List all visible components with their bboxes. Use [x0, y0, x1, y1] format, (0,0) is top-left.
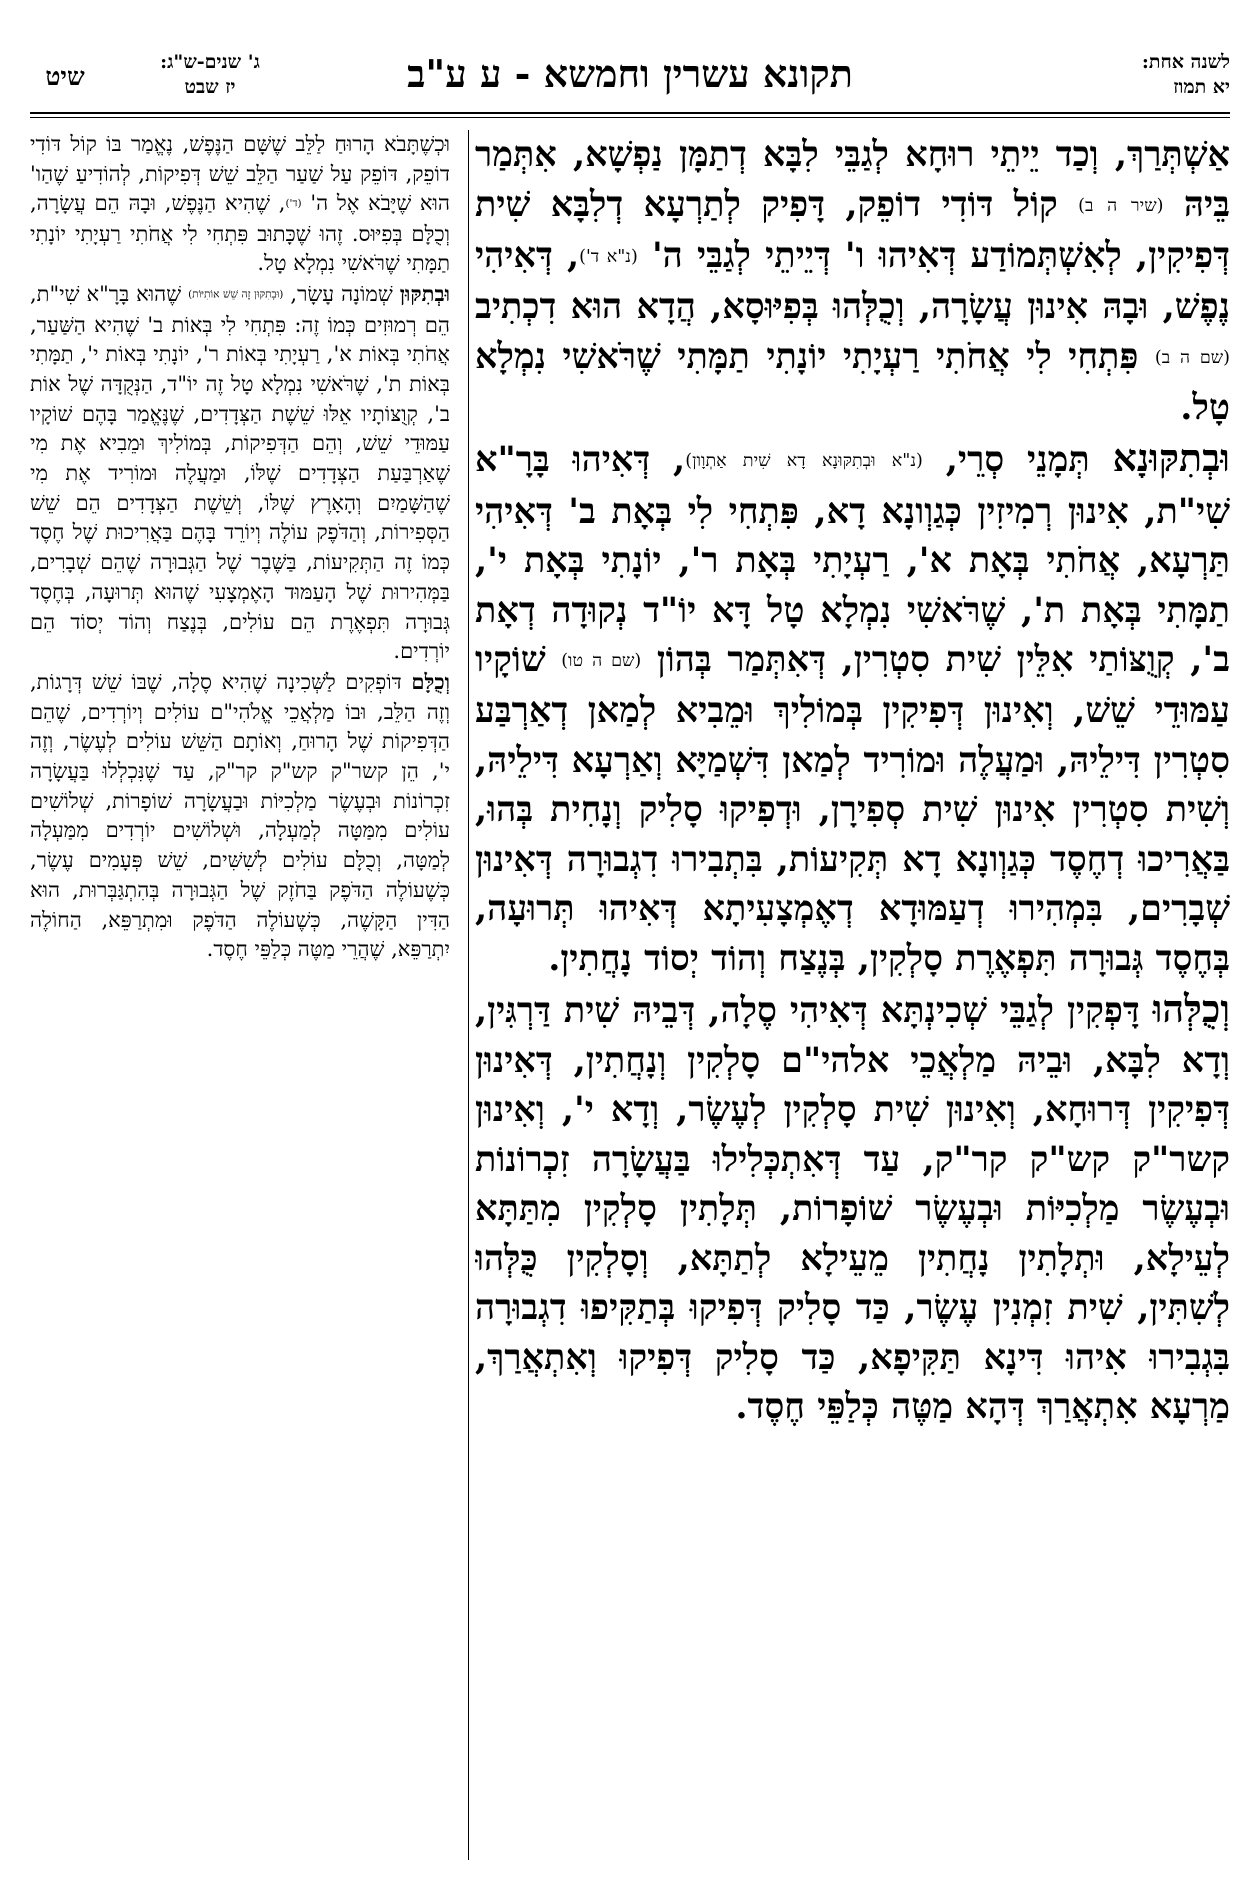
translation-paragraph — [30, 279, 450, 667]
page-header — [30, 50, 1230, 110]
schedule-date: יז שבט — [184, 76, 236, 98]
citation-ref: (שיר ה ב) — [1078, 195, 1164, 216]
text-segment: וּכְשֶׁתָּבֹא הָרוּחַ לַלֵּב שֶׁשָּׁם הַנֶּפֶשׁ, נֶאֱמַר בּוֹ קוֹל דּוֹדִי דוֹפֵק, דּוֹפֵק עַל שַׁעַר הַלֵּב שֵׁשׁ דְּפִיקוֹת, לְהוֹדִיעַ שֶׁהַו' הוּא שֶׁיָּבֹא אֶל ה' — [30, 132, 450, 216]
citation-ref: (ד') — [285, 198, 302, 211]
text-segment: , שֶׁהִיא הַנֶּפֶשׁ, וּבָהּ הֵם עֲשָׂרָה, וְכֻלָּם בְּפִיּוּס. זֶהוּ שֶׁכָּתוּב פִּתְחִי לִי אֲחֹתִי רַעְיָתִי יוֹנָתִי תַמָּתִי שֶׁרֹּאשִׁי נִמְלָא טָל. — [30, 191, 450, 276]
schedule-date: יא תמוז — [1173, 76, 1230, 98]
text-segment: , דְּאִיהוּ בָּרָ"א שִׁי"ת, אִינוּן רְמִיזִין כְּגַוְונָא דָא, פִּתְחִי לִי בְּאָת ב' דְּאִיהִי תַּרְעָא, אֲחֹתִי בְּאָת א', רַעְיָתִי בְּאָת ר', יוֹנָתִי בְּאָת י', תַמָּתִי בְּאָת ת', שֶׁרֹּאשִׁי נִמְלָא טָל דָּא יוֹ"ד נְקוּדָה דְאָת ב', קְוֻצּוֹתַי אִלֵּין שִׁית סִטְרִין, דְּאִתְּמַר בְּהוֹן — [475, 439, 1230, 680]
text-segment: , דְּאִיהִי נֶפֶשׁ, וּבָהּ אִינוּן עֲשָׂרָה, וְכֻלְּהוּ בְּפִיּוּסָא, הֲדָא הוּא דִכְתִיב — [475, 234, 1230, 327]
main-paragraph — [475, 130, 1230, 432]
citation-ref: (שם ה ב) — [1154, 347, 1230, 368]
translation-paragraph — [30, 667, 450, 965]
text-segment: דּוֹפְקִים לַשְּׁכִינָה שֶׁהִיא סֶלָה, שֶׁבּוֹ שֵׁשׁ דְּרָגוֹת, וְזֶה הַלֵּב, וּבוֹ מַלְאֲכֵי אֱלֹהִי"ם עוֹלִים וְיוֹרְדִים, שֶׁהֵם הַדְּפִיקוֹת שֶׁל הָרוּחַ, וְאוֹתָם הַשֵּׁשׁ עוֹלִים לְעֶשֶׂר, וְזֶה י', הֵן קשר"ק קש"ק קר"ק, עַד שֶׁנִּכְלְלוּ בַּעֲשָׂרָה זִכְרוֹנוֹת וּבְעֶשֶׂר מַלְכִיּוֹת וּבַעֲשָׂרָה שׁוֹפָרוֹת, שְׁלוֹשִׁים עוֹלִים מִמַּטָּה לְמַעְלָה, וּשְׁלוֹשִׁים יוֹרְדִים מִמַּעְלָה לְמַטָּה, וְכֻלָּם עוֹלִים לְשִׁשִּׁים, שֵׁשׁ פְּעָמִים עֶשֶׂר, כְּשֶׁעוֹלֶה הַדֹּפֶק בַּחֹזֶק שֶׁל הַגְּבוּרָה בְּהִתְגַּבְּרוּת, הוּא הַדִּין הַקָּשֶׁה, כְּשֶׁעוֹלֶה הַדֹּפֶק וּמִתְרַפֵּא, הַחוֹלֶה יִתְרַפֵּא, שֶׁהֲרֵי מַטֶּה כְּלַפֵּי חֶסֶד. — [30, 669, 450, 962]
main-paragraph — [475, 985, 1230, 1432]
main-paragraph — [475, 434, 1230, 983]
translation-column — [30, 130, 450, 1860]
text-segment: שְׁמוֹנָה עָשָׂר, — [290, 282, 393, 307]
paragraph-lead-word: וּבְתִקּוּן — [399, 281, 450, 307]
page-title: תקונא עשרין וחמשא - ע ע"ב — [407, 51, 853, 96]
column-divider — [468, 130, 469, 1860]
paragraph-lead-word: וְכֻלָּם — [411, 668, 450, 694]
translation-paragraph — [30, 130, 450, 279]
paragraph-lead-word: וְכֻלְּהוּ — [1152, 987, 1230, 1032]
text-segment: שׁוֹקָיו עַמּוּדֵי שֵׁשׁ, וְאִינוּן דְּפִיקִין בְּמוֹלִיךְ וּמֵבִיא לְמַאן דְאַרְבַּע סִטְרִין דִּילֵיהּ, וּמַעֲלֶה וּמוֹרִיד לְמַאן דִּשְׁמַיָּא וְאַרְעָא דִּילֵיהּ, וְשִׁית סִטְרִין אִינוּן שִׁית סְפִירָן, וּדְפִיקוּ סָלִיק וְנָחִית בְּהוּ, בַּאֲרִיכוּ דְחֶסֶד כְּגַוְונָא דָא תְּקִיעוֹת, בִּתְבִירוּ דִגְבוּרָה דְּאִינוּן שְׁבָרִים, בִּמְהִירוּ דְעַמּוּדָא דְאֶמְצָעִיתָא דְּאִיהוּ תְּרוּעָה, בְּחֶסֶד גְּבוּרָה תִּפְאֶרֶת סָלְקִין, בְּנֶצַח וְהוֹד יְסוֹד נָחֲתִין. — [475, 639, 1230, 979]
schedule-label: לשנה אחת: — [1141, 51, 1230, 73]
text-segment: פִּתְחִי לִי אֲחֹתִי רַעְיָתִי יוֹנָתִי תַמָּתִי שֶׁרֹּאשִׁי נִמְלָא טָל. — [475, 335, 1230, 428]
citation-ref: (נ"א וּבְתִקּוּנָא דָא שִׁית אַתְוָון) — [685, 451, 923, 471]
citation-ref: (וּבְתִקּוּן זֶה שֵׁשׁ אוֹתִיּוֹת) — [188, 288, 284, 301]
citation-ref: (שם ה טו) — [561, 650, 642, 671]
paragraph-lead-word: וּבְתִקּוּנָא — [1112, 436, 1230, 481]
page-marker: שיט — [45, 62, 85, 91]
text-segment: אַשְׁתְּרַךְ, וְכַד יֵיתֵי רוּחָא לְגַבֵּי לִבָּא דְתַמָּן נַפְשָׁא, אִתְּמַר בֵּיהּ — [475, 134, 1230, 225]
text-segment: תְּמָנֵי סְרֵי, — [945, 439, 1090, 481]
citation-ref: (נ"א ד') — [579, 246, 638, 267]
study-schedule-three-years — [110, 50, 310, 100]
main-text-column — [475, 130, 1230, 1860]
header-rule-thin — [30, 117, 1230, 118]
schedule-label: ג' שנים-ש"ג: — [160, 51, 260, 73]
text-segment: שֶׁהוּא בָּרָ"א שִׁי"ת, הֵם רְמוּזִים כְּמוֹ זֶה: פִּתְחִי לִי בְּאוֹת ב' שֶׁהִיא הַשַּׁעַר, אֲחֹתִי בְּאוֹת א', רַעְיָתִי בְּאוֹת ר', יוֹנָתִי בְּאוֹת י', תַמָּתִי בְּאוֹת ת', שֶׁרֹּאשִׁי נִמְלָא טָל זֶה יוֹ"ד, הַנְּקֻדָּה שֶׁל אוֹת ב', קְוֻצּוֹתָיו אֵלּוּ שֵׁשֶׁת הַצְּדָדִים, שֶׁנֶּאֱמַר בָּהֶם שׁוֹקָיו עַמּוּדֵי שֵׁשׁ, וְהֵם הַדְּפִיקוֹת, בְּמוֹלִיךְ וּמֵבִיא אֶת מִי שֶׁאַרְבַּעַת הַצְּדָדִים שֶׁלּוֹ, וּמַעֲלֶה וּמוֹרִיד אֶת מִי שֶׁהַשָּׁמַיִם וְהָאָרֶץ שֶׁלּוֹ, וְשֵׁשֶׁת הַצְּדָדִים הֵם שֵׁשׁ הַסְּפִירוֹת, וְהַדֹּפֶק עוֹלֶה וְיוֹרֵד בָּהֶם בַּאֲרִיכוּת שֶׁל חֶסֶד כְּמוֹ זֶה הַתְּקִיעוֹת, בַּשֶּׁבֶר שֶׁל הַגְּבוּרָה שֶׁהֵם שְׁבָרִים, בַּמְּהִירוּת שֶׁל הָעַמּוּד הָאֶמְצָעִי שֶׁהוּא תְּרוּעָה, בְּחֶסֶד גְּבוּרָה תִּפְאֶרֶת הֵם עוֹלִים, בְּנֶצַח וְהוֹד יְסוֹד הֵם יוֹרְדִים. — [30, 282, 450, 664]
text-segment: דָּפְקִין לְגַבֵּי שְׁכִינְתָּא דְּאִיהִי סֶלָה, דְּבֵיהּ שִׁית דַּרְגִּין, וְדָא לִבָּא, וּבֵיהּ מַלְאֲכֵי אלהי"ם סָלְקִין וְנָחֲתִין, דְּאִינוּן דְּפִיקִין דְּרוּחָא, וְאִינוּן שִׁית סָלְקִין לְעֶשֶׂר, וְדָא י', וְאִינוּן קשר"ק קש"ק קר"ק, עַד דְּאִתְכְּלִילוּ בַּעֲשָׂרָה זִכְרוֹנוֹת וּבְעֶשֶׂר מַלְכִיּוֹת וּבְעֶשֶׂר שׁוֹפָרוֹת, תְּלָתִין סָלְקִין מִתַּתָּא לְעֵילָא, וּתְלָתִין נָחֲתִין מֵעֵילָא לְתַתָּא, וְסָלְקִין כֻּלְּהוּ לְשִׁתִּין, שִׁית זִמְנִין עֶשֶׂר, כַּד סָלִיק דְּפִיקוּ בְּתַקִּיפוּ דִגְבוּרָה בִּגְבִירוּ אִיהוּ דִּינָא תַּקִּיפָא, כַּד סָלִיק דְּפִיקוּ וְאִתְאֲרַךְ, מַרְעָא אִתְאֲרַךְ דְּהָא מַטֶּה כְּלַפֵּי חֶסֶד. — [475, 990, 1230, 1428]
text-segment: קוֹל דּוֹדִי דוֹפֵק, דָּפִיק לְתַרְעָא דְלִבָּא שִׁית דְּפִיקִין, לְאִשְׁתְּמוֹדַע דְּאִיהוּ ו' דְּיֵיתֵי לְגַבֵּי ה' — [475, 183, 1230, 276]
header-rule — [30, 112, 1230, 114]
